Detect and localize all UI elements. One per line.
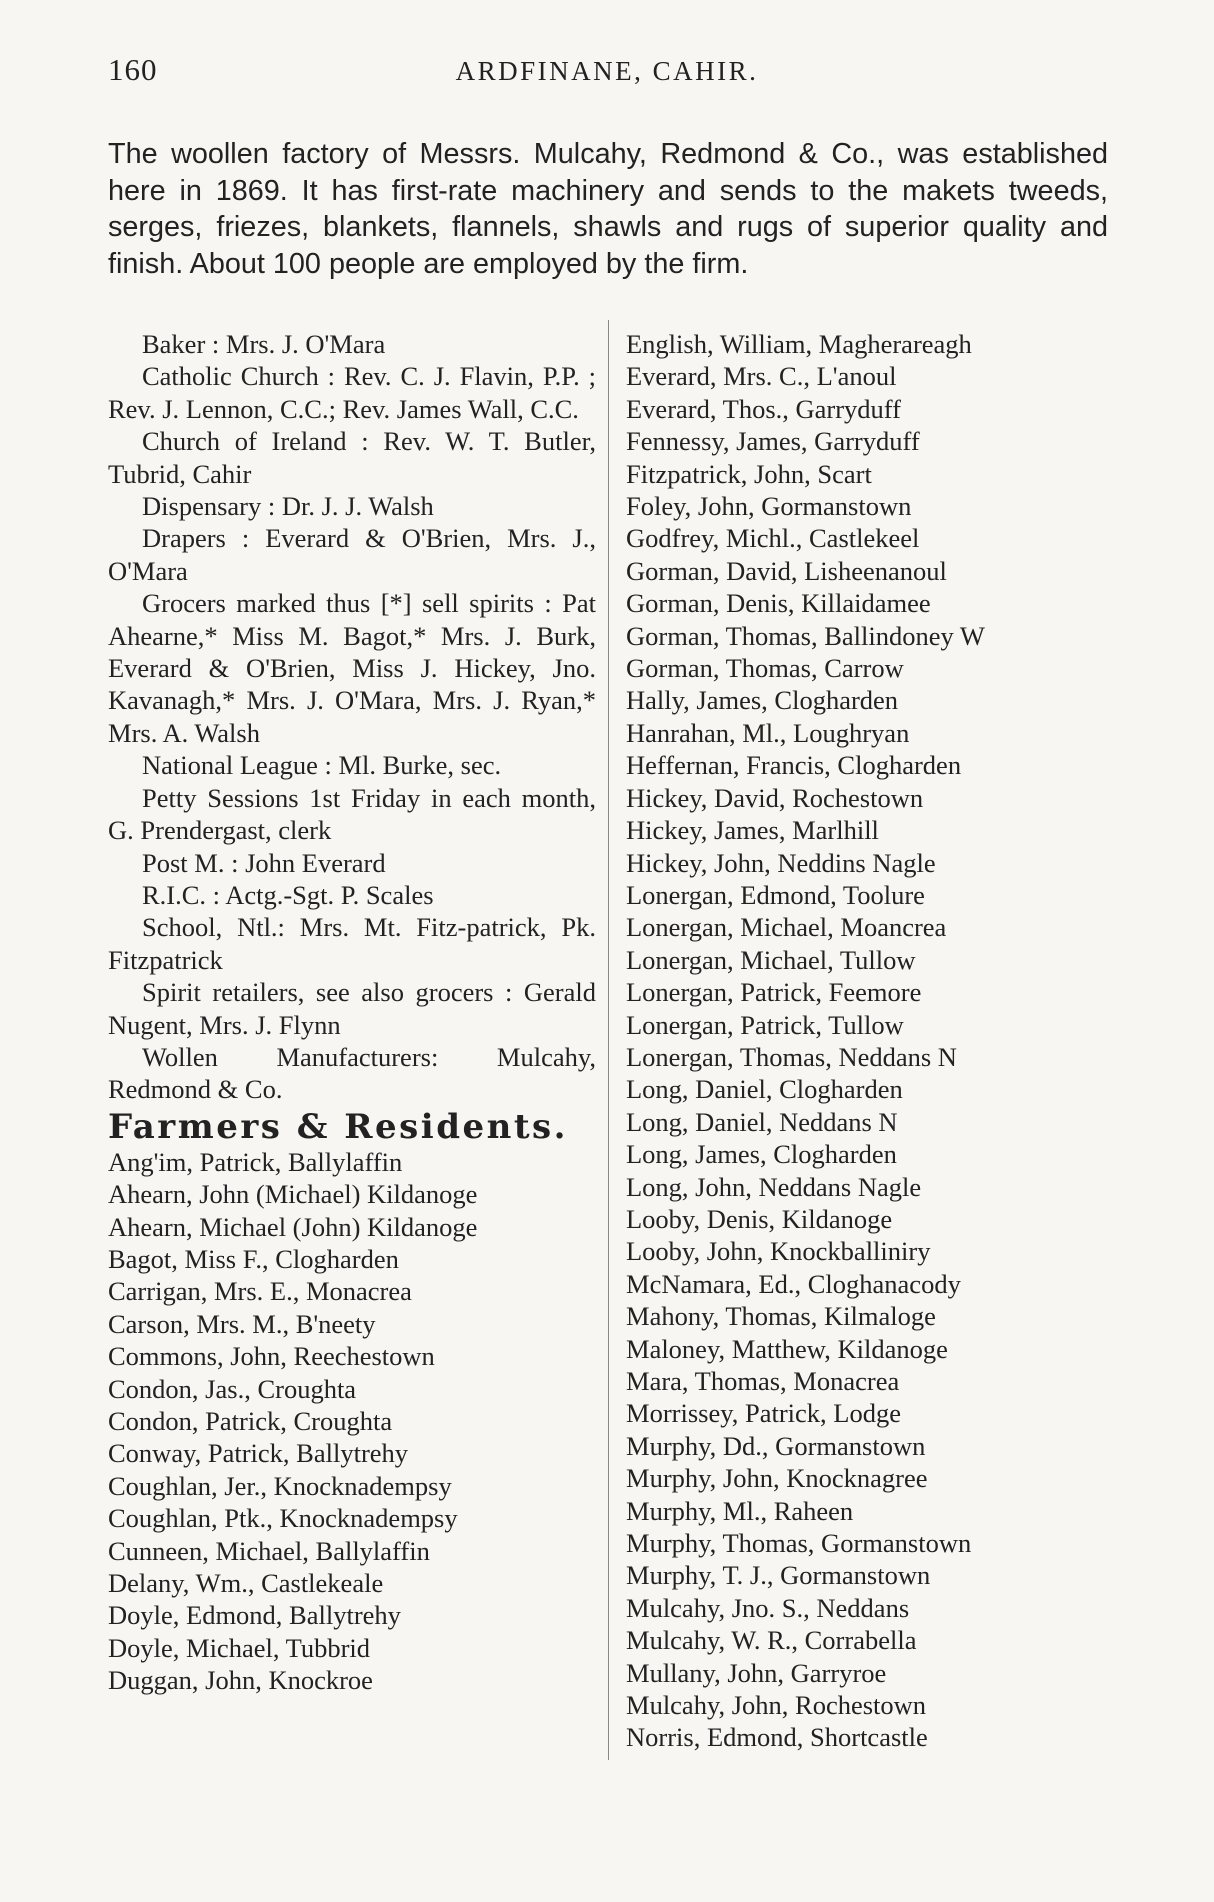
- trade-entry: National League : Ml. Burke, sec.: [142, 750, 502, 781]
- resident-entry: Lonergan, Edmond, Toolure: [626, 879, 925, 910]
- resident-entry: Murphy, Dd., Gormanstown: [626, 1430, 926, 1461]
- resident-entry: Fitzpatrick, John, Scart: [626, 458, 872, 489]
- resident-entry: Gorman, Thomas, Carrow: [626, 653, 904, 684]
- resident-entry: Mulcahy, Jno. S., Neddans: [626, 1592, 910, 1623]
- resident-entry: Ahearn, Michael (John) Kildanoge: [108, 1211, 478, 1242]
- resident-entry: Mullany, John, Garryroe: [626, 1657, 887, 1688]
- resident-entry: Hally, James, Clogharden: [626, 685, 899, 716]
- resident-entry: Hickey, James, Marlhill: [626, 815, 879, 846]
- page-number: 160: [108, 52, 158, 87]
- resident-entry: Lonergan, Michael, Tullow: [626, 944, 916, 975]
- resident-entry: Ahearn, John (Michael) Kildanoge: [108, 1179, 478, 1210]
- resident-entry: Bagot, Miss F., Clogharden: [108, 1243, 399, 1274]
- trade-entry: Catholic Church : Rev. C. J. Flavin, P.P. ; Rev. J. Lennon, C.C.; Rev. James Wall, C.C.: [108, 361, 596, 424]
- intro-paragraph: The woollen factory of Messrs. Mulcahy, Redmond & Co., was established here in 1869. It has first-rate machinery and sends to the makets tweeds, serges, friezes, blankets, flannels, shawls and rugs of superior quality and finish. About 100 people are employed by the firm.: [108, 138, 1108, 280]
- resident-entry: Godfrey, Michl., Castlekeel: [626, 523, 920, 554]
- resident-entry: Lonergan, Patrick, Feemore: [626, 977, 922, 1008]
- resident-entry: Gorman, Denis, Killaidamee: [626, 588, 931, 619]
- column-divider: [608, 320, 609, 1760]
- resident-entry: Murphy, John, Knocknagree: [626, 1463, 928, 1494]
- trade-entry: Church of Ireland : Rev. W. T. Butler, Tubrid, Cahir: [108, 426, 596, 489]
- resident-entry: Condon, Patrick, Croughta: [108, 1406, 393, 1436]
- resident-entry: Coughlan, Jer., Knocknadempsy: [108, 1470, 452, 1501]
- resident-entry: Everard, Mrs. C., L'anoul: [626, 361, 897, 392]
- resident-entry: Looby, Denis, Kildanoge: [626, 1203, 893, 1234]
- resident-entry: Commons, John, Reechestown: [108, 1341, 435, 1372]
- resident-entry: Hanrahan, Ml., Loughryan: [626, 717, 910, 748]
- residents-list-right: [626, 328, 1126, 1754]
- resident-entry: McNamara, Ed., Cloghanacody: [626, 1268, 961, 1299]
- trade-entry: Baker : Mrs. J. O'Mara: [142, 329, 386, 359]
- resident-entry: Condon, Jas., Croughta: [108, 1373, 357, 1404]
- resident-entry: Norris, Edmond, Shortcastle: [626, 1722, 928, 1753]
- resident-entry: Lonergan, Patrick, Tullow: [626, 1009, 904, 1040]
- resident-entry: Cunneen, Michael, Ballylaffin: [108, 1535, 430, 1566]
- right-column: [626, 328, 1126, 1754]
- trade-entry: Dispensary : Dr. J. J. Walsh: [142, 491, 434, 522]
- resident-entry: Mara, Thomas, Monacrea: [626, 1366, 900, 1396]
- residents-list-left: [108, 1146, 596, 1697]
- resident-entry: Mulcahy, W. R., Corrabella: [626, 1625, 917, 1656]
- trade-entry: Petty Sessions 1st Friday in each month, G. Prendergast, clerk: [108, 782, 596, 846]
- resident-entry: Long, Daniel, Clogharden: [626, 1074, 903, 1105]
- trade-entry: Drapers : Everard & O'Brien, Mrs. J., O'Mara: [108, 523, 596, 586]
- left-column: [108, 328, 596, 1697]
- resident-entry: Murphy, T. J., Gormanstown: [626, 1560, 931, 1591]
- resident-entry: Murphy, Thomas, Gormanstown: [626, 1528, 972, 1559]
- trade-entry: Spirit retailers, see also grocers : Gerald Nugent, Mrs. J. Flynn: [108, 977, 596, 1040]
- resident-entry: Heffernan, Francis, Clogharden: [626, 750, 962, 781]
- resident-entry: Morrissey, Patrick, Lodge: [626, 1398, 902, 1429]
- resident-entry: Lonergan, Michael, Moancrea: [626, 912, 947, 943]
- page-header: [108, 52, 1106, 92]
- farmers-residents-heading: Farmers & Residents.: [108, 1106, 569, 1147]
- resident-entry: Carson, Mrs. M., B'neety: [108, 1308, 376, 1339]
- resident-entry: Gorman, Thomas, Ballindoney W: [626, 620, 985, 651]
- resident-entry: Hickey, David, Rochestown: [626, 782, 924, 813]
- resident-entry: Lonergan, Thomas, Neddans N: [626, 1041, 957, 1072]
- resident-entry: Conway, Patrick, Ballytrehy: [108, 1438, 409, 1469]
- resident-entry: Duggan, John, Knockroe: [108, 1665, 373, 1696]
- resident-entry: Everard, Thos., Garryduff: [626, 393, 901, 424]
- resident-entry: Coughlan, Ptk., Knocknadempsy: [108, 1503, 458, 1534]
- resident-entry: Long, Daniel, Neddans N: [626, 1106, 898, 1137]
- resident-entry: Murphy, Ml., Raheen: [626, 1495, 854, 1526]
- resident-entry: Hickey, John, Neddins Nagle: [626, 847, 936, 878]
- resident-entry: Doyle, Michael, Tubbrid: [108, 1632, 371, 1663]
- resident-entry: Looby, John, Knockballiniry: [626, 1236, 931, 1267]
- resident-entry: Doyle, Edmond, Ballytrehy: [108, 1600, 401, 1631]
- resident-entry: Delany, Wm., Castlekeale: [108, 1568, 384, 1599]
- trade-entry: Post M. : John Everard: [142, 847, 386, 878]
- trades-directory: [108, 328, 596, 1106]
- resident-entry: Mahony, Thomas, Kilmaloge: [626, 1301, 936, 1332]
- trade-entry: Wollen Manufacturers: Mulcahy, Redmond & Co.: [108, 1041, 596, 1105]
- resident-entry: Carrigan, Mrs. E., Monacrea: [108, 1276, 412, 1307]
- resident-entry: Long, John, Neddans Nagle: [626, 1171, 922, 1202]
- resident-entry: Ang'im, Patrick, Ballylaffin: [108, 1146, 403, 1177]
- resident-entry: Fennessy, James, Garryduff: [626, 426, 920, 457]
- resident-entry: English, William, Magherareagh: [626, 329, 972, 359]
- resident-entry: Foley, John, Gormanstown: [626, 491, 912, 522]
- resident-entry: Long, James, Clogharden: [626, 1139, 897, 1170]
- resident-entry: Mulcahy, John, Rochestown: [626, 1690, 927, 1721]
- trade-entry: R.I.C. : Actg.-Sgt. P. Scales: [142, 879, 434, 910]
- resident-entry: Gorman, David, Lisheenanoul: [626, 555, 947, 586]
- running-title: ARDFINANE, CAHIR.: [455, 56, 759, 86]
- trade-entry: School, Ntl.: Mrs. Mt. Fitz-patrick, Pk. Fitzpatrick: [108, 912, 596, 975]
- trade-entry: Grocers marked thus [*] sell spirits : Pat Ahearne,* Miss M. Bagot,* Mrs. J. Burk, Everard & O'Brien, Miss J. Hickey, Jno. Kavanagh,* Mrs. J. O'Mara, Mrs. J. Ryan,* Mrs. A. Walsh: [108, 588, 596, 748]
- resident-entry: Maloney, Matthew, Kildanoge: [626, 1333, 948, 1364]
